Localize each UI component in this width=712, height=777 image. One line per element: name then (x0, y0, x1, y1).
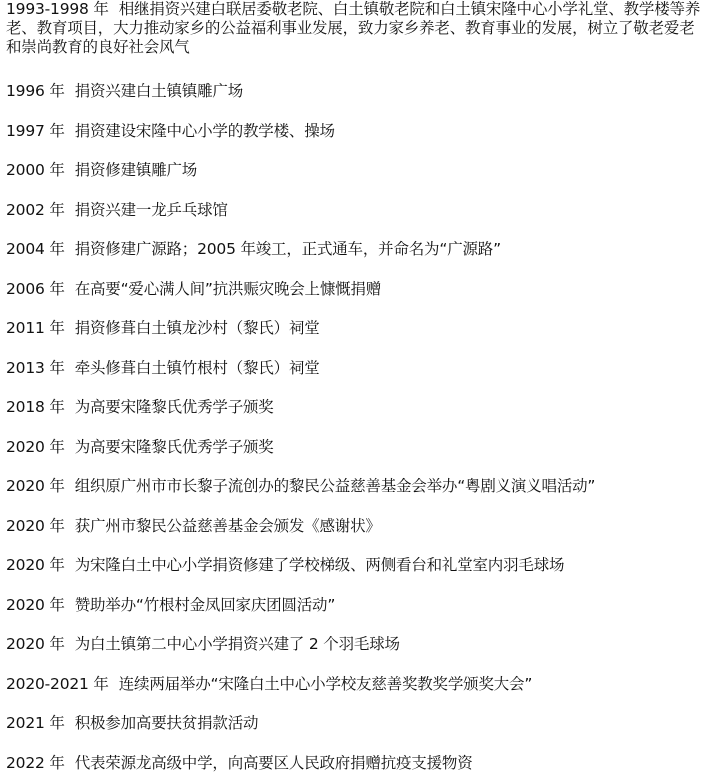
entry-text: 组织原广州市市长黎子流创办的黎民公益慈善基金会举办“粤剧义演义唱活动” (74, 477, 596, 495)
entry-text: 代表荣源龙高级中学，向高要区人民政府捐赠抗疫支援物资 (74, 753, 473, 772)
timeline-entry (6, 750, 708, 777)
entry-text: 捐资修建广源路；2005 年竣工，正式通车，并命名为“广源路” (74, 240, 501, 258)
entry-text: 捐资建设宋隆中心小学的教学楼、操场 (74, 121, 335, 140)
timeline-entry (6, 236, 708, 276)
intro-text: 相继捐资兴建白联居委敬老院、白土镇敬老院和白土镇宋隆中心小学礼堂、教学楼等养老、教育项目，大力推动家乡的公益福利事业发展，致力家乡养老、教育事业的发展，树立了敬老爱老和崇尚教育的良好社会风气 (6, 0, 701, 56)
entry-text: 捐资修建镇雕广场 (74, 161, 198, 179)
entry-text: 在高要“爱心满人间”抗洪赈灾晚会上慷慨捐赠 (74, 279, 382, 298)
entry-text: 为高要宋隆黎氏优秀学子颁奖 (74, 437, 274, 456)
entry-year: 2006 年 (6, 279, 65, 298)
entry-text: 捐资兴建白土镇镇雕广场 (74, 82, 243, 100)
entry-text: 牵头修葺白土镇竹根村（黎氏）祠堂 (74, 358, 320, 377)
entry-text: 连续两届举办“宋隆白土中心小学校友慈善奖教奖学颁奖大会” (118, 674, 533, 693)
timeline-entry (6, 394, 708, 434)
timeline-entry (6, 355, 708, 395)
entry-text: 赞助举办“竹根村金凤回家庆团圆活动” (74, 595, 336, 614)
entry-year: 2018 年 (6, 398, 65, 416)
entry-year: 2021 年 (6, 714, 65, 732)
entry-year: 2020 年 (6, 595, 65, 614)
entry-year: 2020 年 (6, 477, 65, 495)
entry-year: 2013 年 (6, 358, 65, 377)
entry-year: 2020 年 (6, 635, 65, 653)
timeline-list (6, 78, 708, 777)
entry-text: 获广州市黎民公益慈善基金会颁发《感谢状》 (74, 516, 381, 535)
timeline-entry (6, 473, 708, 513)
timeline-entry (6, 157, 708, 197)
entry-text: 为高要宋隆黎氏优秀学子颁奖 (74, 398, 274, 416)
entry-text: 捐资兴建一龙乒乓球馆 (74, 200, 228, 219)
entry-year: 2000 年 (6, 161, 65, 179)
timeline-entry (6, 315, 708, 355)
entry-year: 1997 年 (6, 121, 65, 140)
timeline-entry (6, 197, 708, 237)
entry-text: 捐资修葺白土镇龙沙村（黎氏）祠堂 (74, 319, 320, 337)
timeline-entry (6, 552, 708, 592)
entry-year: 2011 年 (6, 319, 65, 337)
entry-year: 2020-2021 年 (6, 674, 109, 693)
timeline-entry (6, 671, 708, 711)
entry-year: 2020 年 (6, 516, 65, 535)
timeline-entry (6, 710, 708, 750)
entry-year: 2022 年 (6, 753, 65, 772)
entry-year: 2002 年 (6, 200, 65, 219)
entry-text: 为白土镇第二中心小学捐资兴建了 2 个羽毛球场 (74, 635, 400, 653)
intro-paragraph (6, 0, 708, 58)
entry-year: 2004 年 (6, 240, 65, 258)
timeline-entry (6, 513, 708, 553)
entry-year: 1996 年 (6, 82, 65, 100)
timeline-entry (6, 78, 708, 118)
entry-text: 为宋隆白土中心小学捐资修建了学校梯级、两侧看台和礼堂室内羽毛球场 (74, 556, 565, 574)
entry-year: 2020 年 (6, 556, 65, 574)
entry-year: 2020 年 (6, 437, 65, 456)
timeline-entry (6, 276, 708, 316)
timeline-entry (6, 118, 708, 158)
entry-text: 积极参加高要扶贫捐款活动 (74, 714, 259, 732)
timeline-entry (6, 434, 708, 474)
timeline-entry (6, 631, 708, 671)
intro-year: 1993-1998 年 (6, 0, 109, 18)
timeline-entry (6, 592, 708, 632)
